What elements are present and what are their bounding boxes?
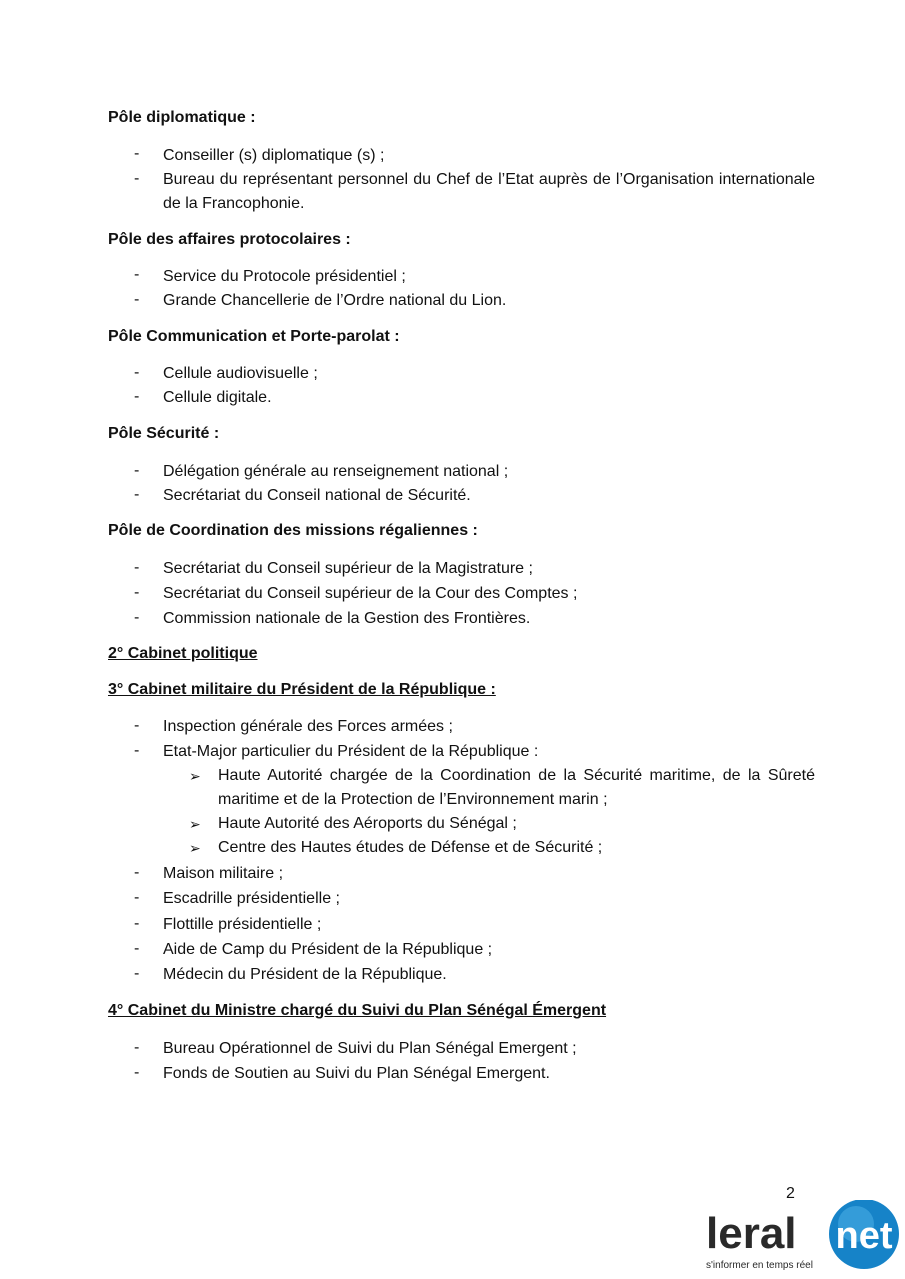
arrow-bullet-icon: ➢ — [189, 768, 201, 784]
sub-list-item: Haute Autorité chargée de la Coordination de la Sécurité maritime, de la Sûreté maritime et de la Protection de l’Environnement marin ; — [218, 767, 815, 808]
list-item: Médecin du Président de la République. — [163, 966, 447, 983]
bullet-dash: - — [134, 864, 140, 881]
list-item: Inspection générale des Forces armées ; — [163, 718, 453, 735]
list-item: Cellule audiovisuelle ; — [163, 365, 318, 382]
heading-pole-coordination: Pôle de Coordination des missions régaliennes : — [108, 522, 478, 539]
bullet-dash: - — [134, 609, 140, 626]
heading-pole-diplomatique: Pôle diplomatique : — [108, 109, 256, 126]
list-item: Commission nationale de la Gestion des Frontières. — [163, 610, 531, 627]
bullet-dash: - — [134, 1039, 140, 1056]
bullet-dash: - — [134, 584, 140, 601]
sub-list-item: Centre des Hautes études de Défense et de Sécurité ; — [218, 839, 603, 856]
list-item: Bureau Opérationnel de Suivi du Plan Sénégal Emergent ; — [163, 1040, 577, 1057]
leral-net-logo — [706, 1200, 902, 1274]
list-item: Flottille présidentielle ; — [163, 916, 322, 933]
list-item: Secrétariat du Conseil supérieur de la Cour des Comptes ; — [163, 585, 578, 602]
bullet-dash: - — [134, 717, 140, 734]
bullet-dash: - — [134, 364, 140, 381]
bullet-dash: - — [134, 940, 140, 957]
arrow-bullet-icon: ➢ — [189, 816, 201, 832]
heading-pole-communication: Pôle Communication et Porte-parolat : — [108, 328, 400, 345]
bullet-dash: - — [134, 965, 140, 982]
logo-tagline: s'informer en temps réel — [706, 1260, 813, 1271]
bullet-dash: - — [134, 388, 140, 405]
bullet-dash: - — [134, 915, 140, 932]
heading-cabinet-politique: 2° Cabinet politique — [108, 645, 258, 662]
list-item: Grande Chancellerie de l’Ordre national du Lion. — [163, 292, 507, 309]
logo-text-net: net — [835, 1215, 893, 1257]
sub-list-item: Haute Autorité des Aéroports du Sénégal ; — [218, 815, 517, 832]
list-item: Escadrille présidentielle ; — [163, 890, 340, 907]
page-number: 2 — [786, 1185, 795, 1202]
list-item: Secrétariat du Conseil national de Sécurité. — [163, 487, 471, 504]
list-item: Etat-Major particulier du Président de la République : — [163, 743, 539, 760]
bullet-dash: - — [134, 486, 140, 503]
list-item: Fonds de Soutien au Suivi du Plan Sénégal Emergent. — [163, 1065, 550, 1082]
logo-text-leral: leral — [706, 1209, 797, 1258]
heading-cabinet-militaire: 3° Cabinet militaire du Président de la République : — [108, 681, 496, 698]
list-item: Cellule digitale. — [163, 389, 272, 406]
bullet-dash: - — [134, 145, 140, 162]
list-item: Maison militaire ; — [163, 865, 284, 882]
arrow-bullet-icon: ➢ — [189, 840, 201, 856]
list-item: Service du Protocole présidentiel ; — [163, 268, 406, 285]
list-item: Secrétariat du Conseil supérieur de la Magistrature ; — [163, 560, 533, 577]
bullet-dash: - — [134, 291, 140, 308]
bullet-dash: - — [134, 559, 140, 576]
bullet-dash: - — [134, 462, 140, 479]
bullet-dash: - — [134, 889, 140, 906]
bullet-dash: - — [134, 170, 140, 187]
list-item: Délégation générale au renseignement national ; — [163, 463, 509, 480]
heading-pole-protocolaire: Pôle des affaires protocolaires : — [108, 231, 351, 248]
list-item: Bureau du représentant personnel du Chef de l’Etat auprès de l’Organisation internationale de la Francophonie. — [163, 171, 815, 212]
bullet-dash: - — [134, 266, 140, 283]
heading-cabinet-ministre: 4° Cabinet du Ministre chargé du Suivi du Plan Sénégal Émergent — [108, 1002, 607, 1019]
bullet-dash: - — [134, 1064, 140, 1081]
list-item: Aide de Camp du Président de la République ; — [163, 941, 493, 958]
bullet-dash: - — [134, 742, 140, 759]
heading-pole-securite: Pôle Sécurité : — [108, 425, 220, 442]
list-item: Conseiller (s) diplomatique (s) ; — [163, 147, 385, 164]
